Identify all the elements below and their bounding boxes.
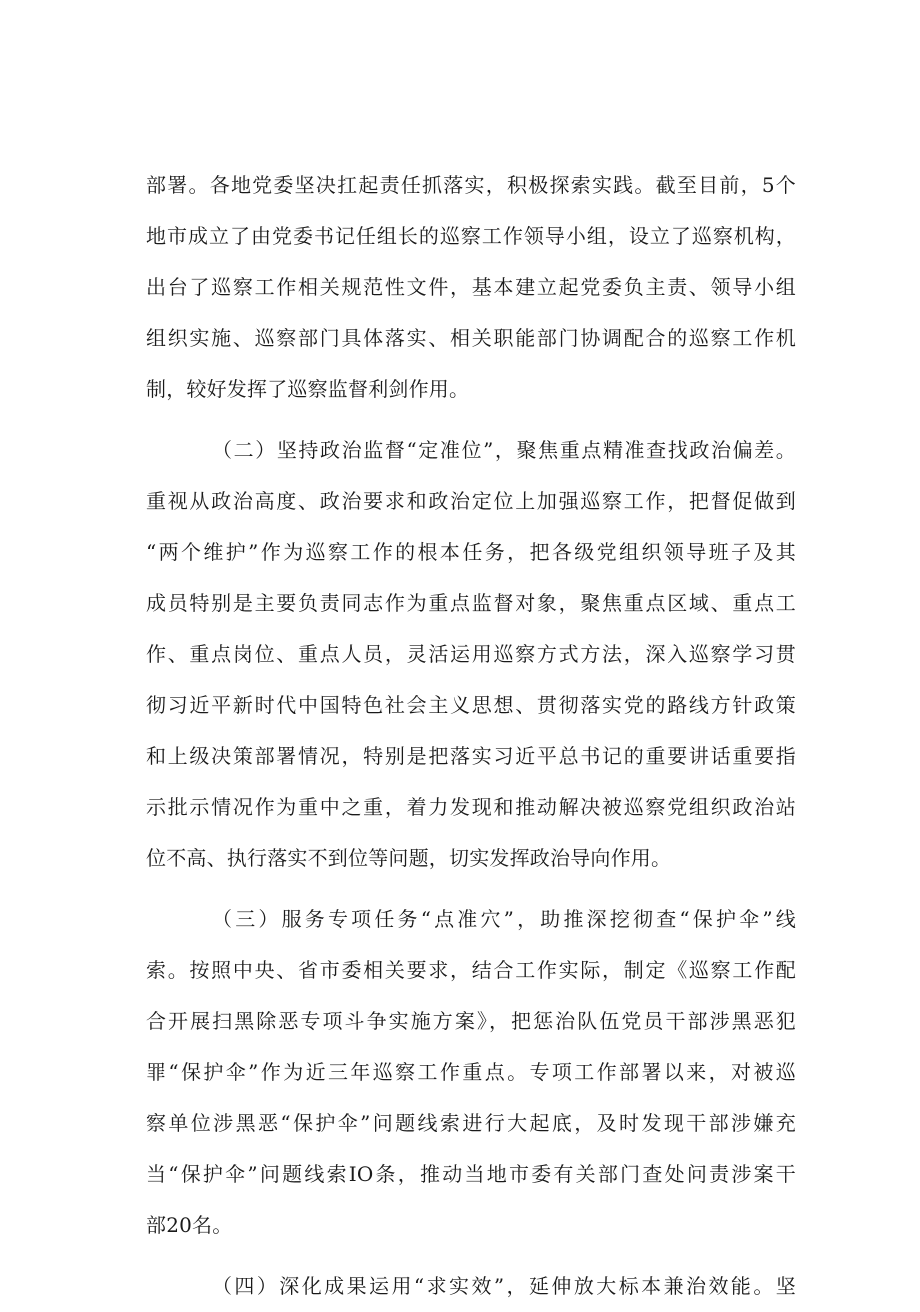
- text-line: 地市成立了由党委书记任组长的巡察工作领导小组，设立了巡察机构，: [146, 224, 796, 248]
- text-line: 制，较好发挥了巡察监督利剑作用。: [146, 377, 470, 401]
- paragraph-intro: [146, 160, 796, 415]
- paragraph-political-supervision: [146, 425, 796, 884]
- text-line: 示批示情况作为重中之重，着力发现和推动解决被巡察党组织政治站: [146, 795, 796, 819]
- text-line: 和上级决策部署情况，特别是把落实习近平总书记的重要讲话重要指: [146, 744, 796, 768]
- text-line: 合开展扫黑除恶专项斗争实施方案》，把惩治队伍党员干部涉黑恶犯: [146, 1009, 796, 1033]
- text-line: 索。按照中央、省市委相关要求，结合工作实际，制定《巡察工作配: [146, 958, 796, 982]
- document-body: [146, 160, 796, 1312]
- paragraph-special-task: [146, 894, 796, 1251]
- text-line: 部署。各地党委坚决扛起责任抓落实，积极探索实践。截至目前，5个: [146, 173, 796, 197]
- text-line: 出台了巡察工作相关规范性文件，基本建立起党委负主责、领导小组: [146, 275, 796, 299]
- text-line: 察单位涉黑恶“保护伞”问题线索进行大起底，及时发现干部涉嫌充: [146, 1111, 796, 1135]
- section-heading-line: （四）深化成果运用“求实效”，延伸放大标本兼治效能。坚: [212, 1274, 796, 1298]
- paragraph-gap: [146, 1251, 796, 1261]
- text-line: 当“保护伞”问题线索IO条，推动当地市委有关部门查处问责涉案干: [146, 1162, 796, 1186]
- text-line: “两个维护”作为巡察工作的根本任务，把各级党组织领导班子及其: [146, 540, 796, 564]
- text-line: 部20名。: [146, 1213, 233, 1237]
- paragraph-gap: [146, 415, 796, 425]
- section-heading-line: （二）坚持政治监督“定准位”，聚焦重点精准查找政治偏差。: [212, 438, 796, 462]
- text-line: 重视从政治高度、政治要求和政治定位上加强巡察工作，把督促做到: [146, 489, 796, 513]
- text-line: 组织实施、巡察部门具体落实、相关职能部门协调配合的巡察工作机: [146, 326, 796, 350]
- section-heading-line: （三）服务专项任务“点准穴”，助推深挖彻查“保护伞”线: [212, 907, 796, 931]
- paragraph-gap: [146, 884, 796, 894]
- text-line: 成员特别是主要负责同志作为重点监督对象，聚焦重点区域、重点工: [146, 591, 796, 615]
- text-line: 彻习近平新时代中国特色社会主义思想、贯彻落实党的路线方针政策: [146, 693, 796, 717]
- text-line: 罪“保护伞”作为近三年巡察工作重点。专项工作部署以来，对被巡: [146, 1060, 796, 1084]
- text-line: 位不高、执行落实不到位等问题，切实发挥政治导向作用。: [146, 846, 672, 870]
- text-line: 作、重点岗位、重点人员，灵活运用巡察方式方法，深入巡察学习贯: [146, 642, 796, 666]
- paragraph-results-application: [146, 1261, 796, 1312]
